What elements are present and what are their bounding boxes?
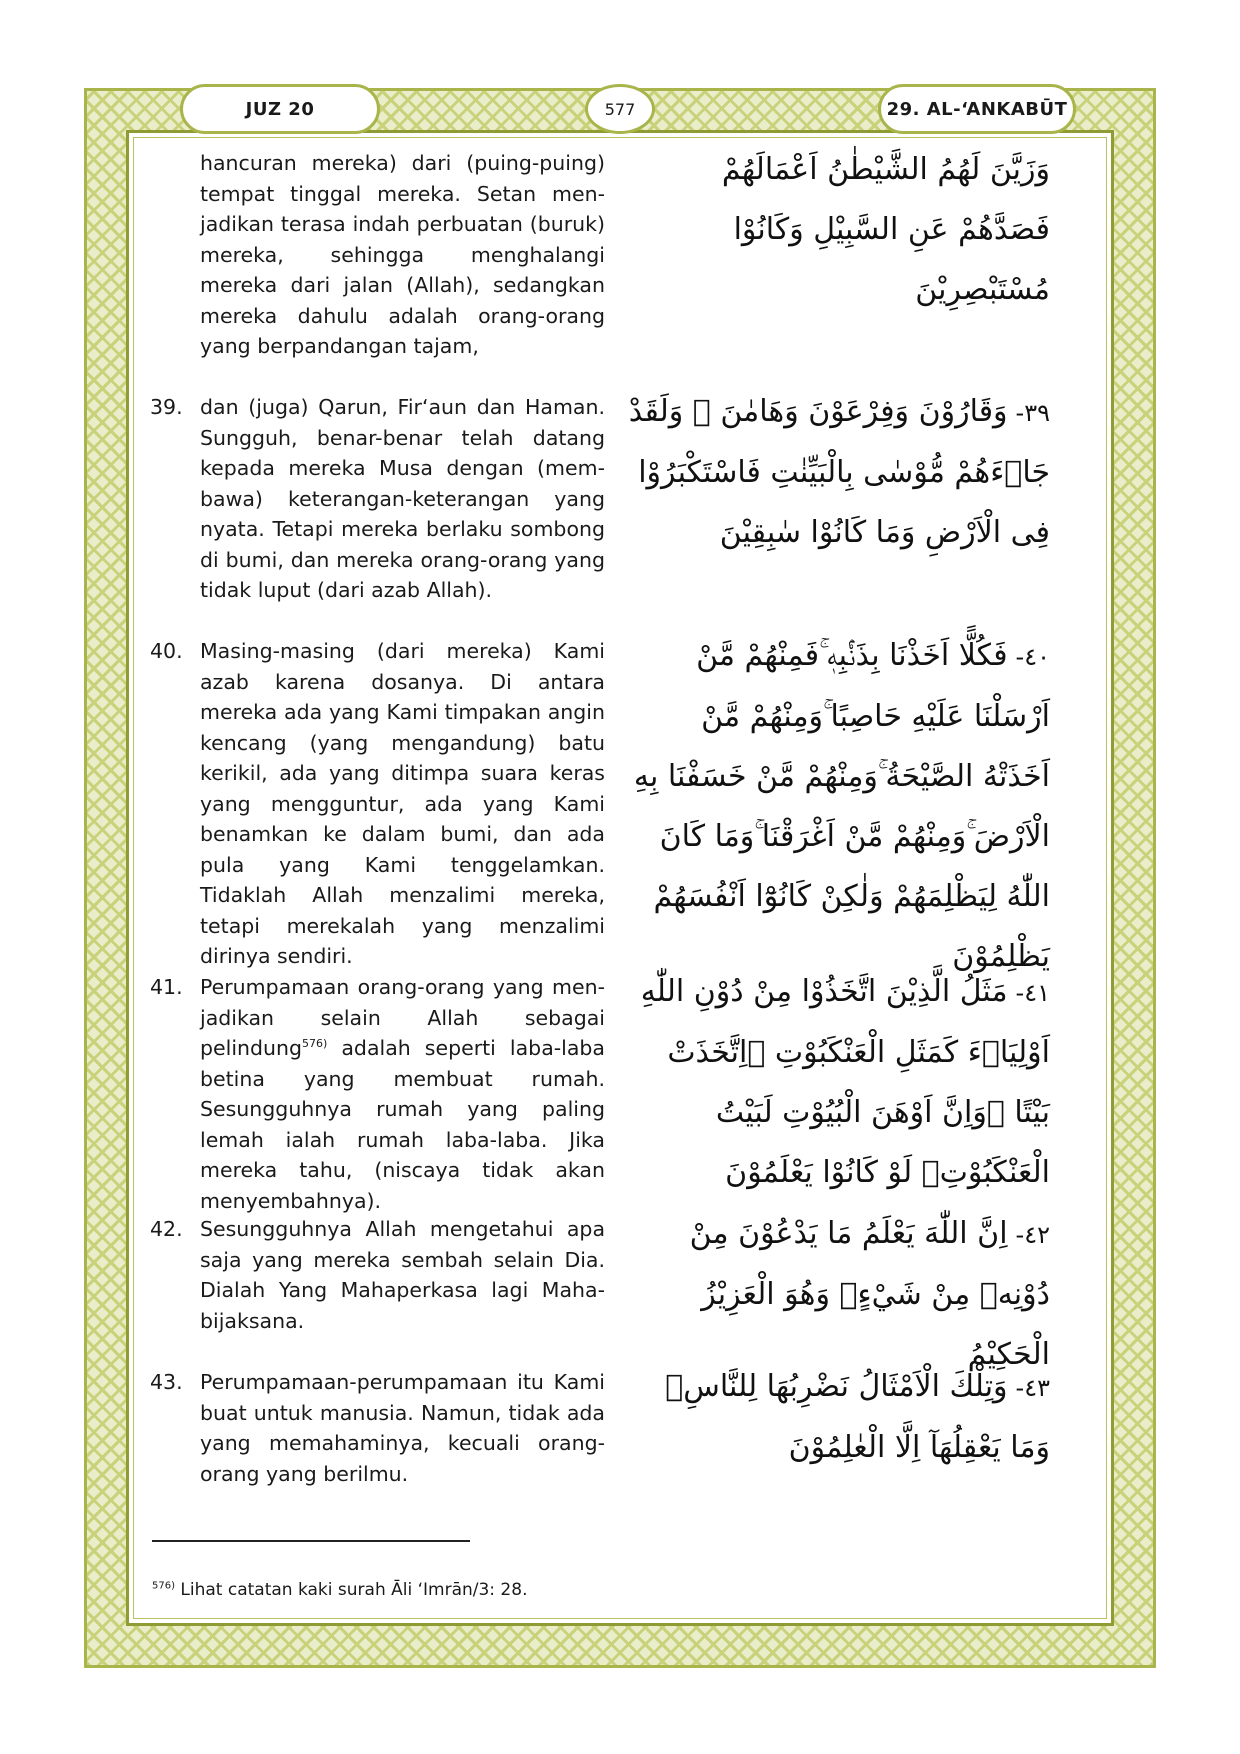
verse-number: 42. (150, 1217, 183, 1241)
arabic-verse-text: فَكُلًّا اَخَذْنَا بِذَنْۢبِهٖ ۚفَمِنْهُمْ مَّنْ اَرْسَلْنَا عَلَيْهِ حَاصِبًا ۚوَمِنْهُمْ مَّنْ اَخَذَتْهُ الصَّيْحَةُ ۚوَمِنْهُمْ مَّنْ خَسَفْنَا بِهِ الْاَرْضَ ۚوَمِنْهُمْ مَّنْ اَغْرَقْنَا ۚوَمَا كَانَ اللّٰهُ لِيَظْلِمَهُمْ وَلٰكِنْ كَانُوْٓا اَنْفُسَهُمْ يَظْلِمُوْنَ (633, 638, 1050, 974)
arabic-text (625, 382, 1050, 563)
verse-number: 43. (150, 1370, 183, 1394)
translation-text: hancuran mereka) dari (puing-puing) tempat tinggal mereka. Setan menjadikan terasa indah perbuatan (buruk) mereka, sehingga menghalangi mereka dari jalan (Allah), sedangkan mereka dahulu adalah orang-orang yang berpandangan tajam, (200, 151, 605, 358)
translation-part: adalah seperti laba-laba betina yang membuat rumah. Sesungguhnya rumah yang paling lemah ialah rumah laba-laba. Jika mereka tahu, (niscaya tidak akan menyembahnya). (200, 1036, 605, 1213)
translation-text (200, 972, 605, 1216)
footnote-text: Lihat catatan kaki surah Āli ‘Imrān/3: 28. (175, 1580, 528, 1600)
translation-text: dan (juga) Qarun, Fir‘aun dan Haman. Sungguh, benar-benar telah datang kepada mereka Musa dengan (membawa) keterangan-keterangan yang nyata. Tetapi mereka berlaku sombong di bumi, dan mereka orang-orang yang tidak luput (dari azab Allah). (200, 395, 605, 602)
arabic-verse-number: ٣٩- (1015, 399, 1050, 427)
verse-number (150, 148, 200, 362)
arabic-text (625, 962, 1050, 1203)
translation-text: Masing-masing (dari mereka) Kami azab karena dosanya. Di antara mereka ada yang Kami timpakan angin kencang (yang mengandung) batu kerikil, ada yang ditimpa suara keras yang mengguntur, ada yang Kami benamkan ke dalam bumi, dan ada pula yang Kami tenggelamkan. Tidaklah Allah menzalimi mereka, tetapi merekalah yang menzalimi dirinya sendiri. (200, 639, 605, 968)
translation (150, 1214, 605, 1336)
footnote-divider (152, 1540, 470, 1542)
arabic-verse-text: مَثَلُ الَّذِيْنَ اتَّخَذُوْا مِنْ دُوْنِ اللّٰهِ اَوْلِيَاۤءَ كَمَثَلِ الْعَنْكَبُوْتِ ۚاِتَّخَذَتْ بَيْتًا ۗوَاِنَّ اَوْهَنَ الْبُيُوْتِ لَبَيْتُ الْعَنْكَبُوْتِۘ لَوْ كَانُوْا يَعْلَمُوْنَ (640, 974, 1050, 1190)
arabic-verse-text: اِنَّ اللّٰهَ يَعْلَمُ مَا يَدْعُوْنَ مِنْ دُوْنِهٖ مِنْ شَيْءٍۗ وَهُوَ الْعَزِيْزُ الْحَكِيْمُ (689, 1216, 1050, 1372)
arabic-verse-number: ٤٣- (1015, 1374, 1050, 1402)
translation-text: Sesungguhnya Allah mengetahui apa saja yang mereka sembah selain Dia. Dialah Yang Mahaperkasa lagi Mahabijaksana. (200, 1217, 605, 1333)
arabic-verse-text: وَتِلْكَ الْاَمْثَالُ نَضْرِبُهَا لِلنَّاسِۚ وَمَا يَعْقِلُهَآ اِلَّا الْعٰلِمُوْنَ (665, 1369, 1050, 1465)
surah-title: 29. AL-‘ANKABŪT (878, 84, 1076, 134)
page-number: 577 (585, 84, 655, 134)
arabic-text (625, 1357, 1050, 1478)
verse-number: 41. (150, 975, 183, 999)
juz-label: JUZ 20 (180, 84, 380, 134)
arabic-verse-number: ٤١- (1015, 979, 1050, 1007)
footnote-marker: 576) (152, 1580, 175, 1592)
arabic-verse-text: وَزَيَّنَ لَهُمُ الشَّيْطٰنُ اَعْمَالَهُمْ فَصَدَّهُمْ عَنِ السَّبِيْلِ وَكَانُوْا مُسْتَبْصِرِيْنَ (721, 152, 1050, 307)
translation (150, 972, 605, 1216)
translation-part: Perumpamaan orang-orang yang menjadikan selain Allah sebagai pelindung (200, 975, 605, 1060)
arabic-verse-number: ٤٢- (1015, 1221, 1050, 1249)
translation (150, 636, 605, 972)
arabic-verse-number: ٤٠- (1015, 643, 1050, 671)
translation (150, 392, 605, 606)
verse-number: 39. (150, 395, 183, 419)
translation (150, 148, 605, 362)
arabic-text (625, 626, 1050, 987)
arabic-text (625, 140, 1050, 320)
translation (150, 1367, 605, 1489)
footnote-reference: 576) (302, 1037, 328, 1051)
verse-number: 40. (150, 639, 183, 663)
translation-text: Perumpamaan-perumpamaan itu Kami buat untuk manusia. Namun, tidak ada yang memahaminya, kecuali orang-orang yang berilmu. (200, 1370, 605, 1486)
arabic-verse-text: وَقَارُوْنَ وَفِرْعَوْنَ وَهَامٰنَ ۗ وَلَقَدْ جَاۤءَهُمْ مُّوْسٰى بِالْبَيِّنٰتِ فَاسْتَكْبَرُوْا فِى الْاَرْضِ وَمَا كَانُوْا سٰبِقِيْنَ (628, 394, 1050, 550)
footnote (152, 1580, 527, 1600)
